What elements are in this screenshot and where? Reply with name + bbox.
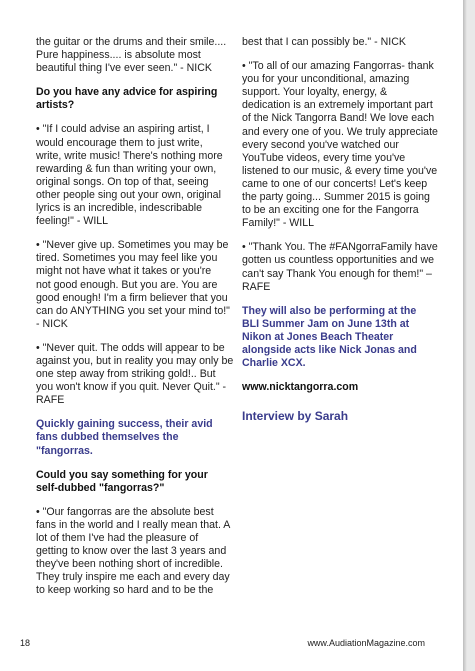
- right-column: [242, 36, 442, 423]
- author-byline: Interview by Sarah: [242, 409, 349, 424]
- page-edge-shadow: [463, 0, 467, 671]
- intro-quote: the guitar or the drums and their smile.... Pure happiness.... is absolute most beautiful thing I've ever seen." - NICK: [36, 36, 227, 75]
- answer-rafe-advice: • "Never quit. The odds will appear to be against you, but in reality you may only be one step away from striking gold!.. But you won't know if you quit. Never Quit." - RAFE: [36, 341, 234, 407]
- question-fangorras: Could you say something for your self-dubbed "fangorras?": [36, 468, 208, 494]
- page-number: 18: [20, 638, 31, 648]
- answer-nick-advice: • "Never give up. Sometimes you may be tired. Sometimes you may feel like you might not have what it takes or you're not good enough. But you are. You are good enough! I'm a firm believer that you can do ANYTHING you set your mind to!" - NICK: [36, 239, 230, 330]
- question-advice: Do you have any advice for aspiring artists?: [36, 86, 218, 112]
- answer-will-fangorras: • "To all of our amazing Fangorras- thank you for your unconditional, amazing support. Your loyalty, energy, & dedication is an extremely important part of the Nick Tangorra Band! We love each and every one of you. We truly appreciate every second you've watched our YouTube videos, every time you've listened to our music, & every time you've came to one of our concerts! Let's keep the party going... Summer 2015 is going to be an exciting one for the Fangorra Family!" - WILL: [242, 60, 438, 230]
- event-announcement: They will also be performing at the BLI Summer Jam on June 13th at Nikon at Jones Beach Theater alongside acts like Nick Jonas and Charlie XCX.: [242, 304, 417, 370]
- magazine-website[interactable]: www.AudiationMagazine.com: [307, 638, 425, 648]
- answer-nick-fangorras-start: • "Our fangorras are the absolute best fans in the world and I really mean that. A lot of them I've had the pleasure of getting to know over the last 3 years and they've been nothing short of incredible. They truly inspire me each and every day to keep working so hard and to be the: [36, 505, 231, 597]
- answer-will-advice: • "If I could advise an aspiring artist, I would encourage them to just write, write, write music! There's nothing more rewarding & fun than writing your own, original songs. On top of that, seeing other people sing out your own, original lyrics is an incredible, indescribable feeling!" - WILL: [36, 123, 223, 228]
- website-link[interactable]: www.nicktangorra.com: [242, 381, 359, 394]
- left-column: [36, 36, 236, 608]
- answer-nick-fangorras-end: best that I can possibly be." - NICK: [242, 36, 406, 48]
- answer-rafe-fangorras: • "Thank You. The #FANgorraFamily have gotten us countless opportunities and we can't say Thank You enough for them!" – RAFE: [242, 241, 438, 293]
- pull-quote-fangorras: Quickly gaining success, their avid fans dubbed themselves the "fangorras.: [36, 418, 213, 457]
